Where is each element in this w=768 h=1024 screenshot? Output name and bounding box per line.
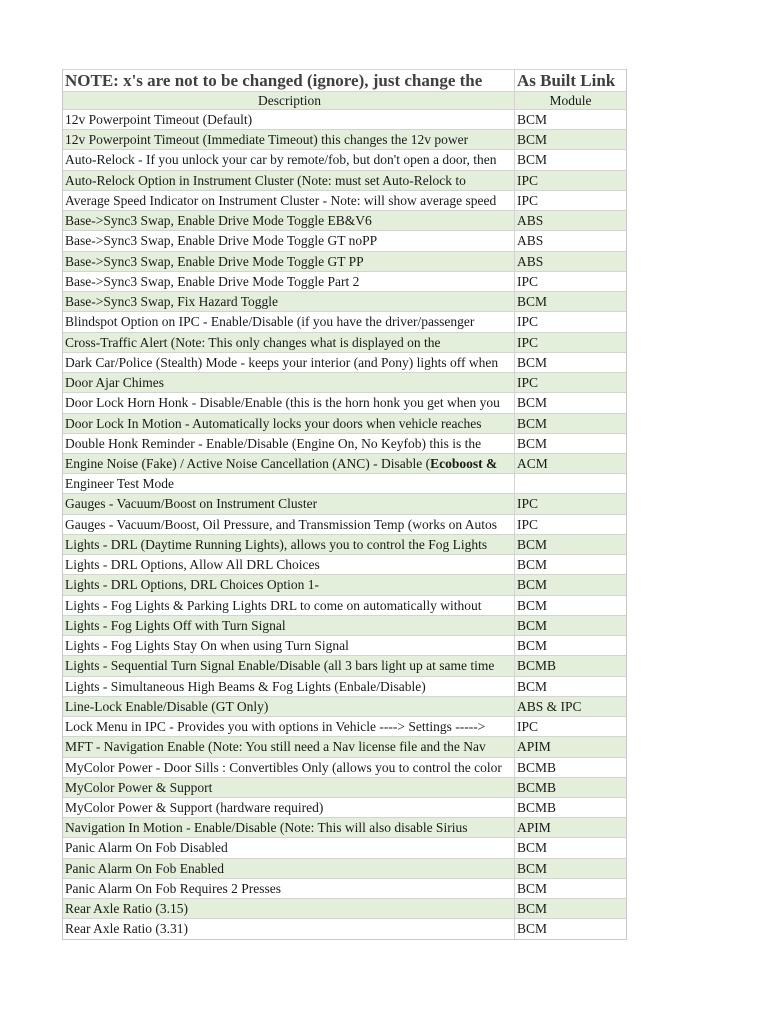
description-cell[interactable] — [63, 292, 515, 311]
description-cell[interactable] — [63, 636, 515, 655]
module-cell[interactable]: BCM — [517, 921, 548, 937]
table-row — [63, 554, 626, 574]
column-header-row — [63, 91, 626, 109]
table-row — [63, 655, 626, 675]
description-text: Lock Menu in IPC - Provides you with options in Vehicle ----> Settings -----> — [65, 719, 486, 735]
description-cell[interactable] — [63, 110, 515, 129]
description-text: Lights - DRL (Daytime Running Lights), allows you to control the Fog Lights — [65, 536, 488, 552]
module-cell[interactable]: ABS — [517, 213, 544, 229]
description-cell[interactable] — [63, 859, 515, 878]
table-body — [63, 109, 626, 939]
module-cell[interactable]: BCMB — [517, 799, 557, 815]
description-text: Base->Sync3 Swap, Enable Drive Mode Toggle GT noPP — [65, 233, 378, 249]
module-cell[interactable]: BCM — [517, 395, 548, 411]
description-cell[interactable] — [63, 414, 515, 433]
description-text: Lights - Fog Lights & Parking Lights DRL to come on automatically without — [65, 597, 482, 613]
module-cell[interactable]: BCM — [517, 435, 548, 451]
module-cell[interactable]: IPC — [517, 334, 539, 350]
description-text: Lights - DRL Options, DRL Choices Option 1- — [65, 577, 319, 593]
table-row — [63, 898, 626, 918]
description-text: Engine Noise (Fake) / Active Noise Cancellation (ANC) - Disable ( — [65, 455, 431, 471]
description-cell[interactable] — [63, 899, 515, 918]
description-text: Auto-Relock - If you unlock your car by remote/fob, but don't open a door, then — [65, 152, 497, 168]
description-cell[interactable] — [63, 575, 515, 594]
module-cell[interactable]: ACM — [517, 455, 548, 471]
description-text: Base->Sync3 Swap, Fix Hazard Toggle — [65, 294, 279, 310]
table-row — [63, 615, 626, 635]
description-text: Gauges - Vacuum/Boost, Oil Pressure, and Transmission Temp (works on Autos — [65, 516, 498, 532]
description-cell[interactable] — [63, 171, 515, 190]
description-cell[interactable] — [63, 535, 515, 554]
module-cell[interactable]: BCM — [517, 880, 548, 896]
table-row — [63, 230, 626, 250]
module-cell[interactable] — [515, 474, 626, 493]
table-row — [63, 170, 626, 190]
description-text: Blindspot Option on IPC - Enable/Disable (if you have the driver/passenger — [65, 314, 475, 330]
table-row — [63, 635, 626, 655]
module-cell[interactable]: BCM — [517, 617, 548, 633]
description-text: MFT - Navigation Enable (Note: You still need a Nav license file and the Nav — [65, 739, 486, 755]
description-cell[interactable] — [63, 231, 515, 250]
table-row — [63, 858, 626, 878]
description-text: Door Lock In Motion - Automatically locks your doors when vehicle reaches — [65, 415, 482, 431]
description-cell[interactable] — [63, 333, 515, 352]
table-row — [63, 797, 626, 817]
header-row — [63, 69, 626, 91]
description-cell[interactable] — [63, 697, 515, 716]
module-cell[interactable]: BCM — [517, 577, 548, 593]
table-row — [63, 534, 626, 554]
description-text: Lights - Fog Lights Off with Turn Signal — [65, 617, 286, 633]
module-cell[interactable]: BCM — [517, 901, 548, 917]
module-cell[interactable]: BCM — [517, 354, 548, 370]
description-cell[interactable] — [63, 434, 515, 453]
module-cell[interactable]: BCMB — [517, 759, 557, 775]
module-cell[interactable]: BCM — [517, 294, 548, 310]
description-bold-text: Ecoboost & — [430, 455, 498, 471]
description-cell[interactable] — [63, 555, 515, 574]
module-cell[interactable]: BCM — [517, 536, 548, 552]
module-cell[interactable]: BCM — [517, 638, 548, 654]
description-cell[interactable] — [63, 879, 515, 898]
description-cell[interactable] — [63, 272, 515, 291]
module-cell[interactable]: BCMB — [517, 779, 557, 795]
module-cell[interactable]: BCM — [517, 840, 548, 856]
module-cell[interactable]: ABS — [517, 253, 544, 269]
module-cell[interactable]: IPC — [517, 375, 539, 391]
module-cell[interactable]: IPC — [517, 273, 539, 289]
description-cell[interactable] — [63, 130, 515, 149]
description-text: Line-Lock Enable/Disable (GT Only) — [65, 698, 269, 714]
description-cell[interactable] — [63, 211, 515, 230]
description-text: 12v Powerpoint Timeout (Default) — [65, 112, 253, 127]
module-cell[interactable]: APIM — [517, 820, 551, 836]
table-row — [63, 291, 626, 311]
description-text: MyColor Power - Door Sills : Convertibles Only (allows you to control the color — [65, 759, 502, 775]
description-text: Average Speed Indicator on Instrument Cluster - Note: will show average speed — [65, 192, 497, 208]
module-cell[interactable]: IPC — [517, 192, 539, 208]
table-row — [63, 736, 626, 756]
description-cell[interactable] — [63, 252, 515, 271]
description-text: Panic Alarm On Fob Disabled — [65, 840, 228, 856]
table-row — [63, 514, 626, 534]
table-row — [63, 817, 626, 837]
table-row — [63, 878, 626, 898]
description-cell[interactable] — [63, 373, 515, 392]
table-row — [63, 676, 626, 696]
module-cell[interactable]: BCM — [517, 557, 548, 573]
table-row — [63, 757, 626, 777]
module-cell[interactable]: BCMB — [517, 658, 557, 674]
description-text: Base->Sync3 Swap, Enable Drive Mode Toggle EB&V6 — [65, 213, 372, 229]
description-text: Door Lock Horn Honk - Disable/Enable (this is the horn honk you get when you — [65, 395, 500, 411]
table-row — [63, 413, 626, 433]
note-cell[interactable]: NOTE: x's are not to be changed (ignore), just change the — [63, 70, 515, 91]
description-text: Lights - Simultaneous High Beams & Fog Lights (Enbale/Disable) — [65, 678, 426, 694]
module-cell[interactable]: BCM — [517, 132, 548, 148]
spreadsheet-table — [62, 69, 627, 940]
module-cell[interactable]: IPC — [517, 719, 539, 735]
description-cell[interactable] — [63, 818, 515, 837]
description-cell[interactable] — [63, 515, 515, 534]
description-text: Gauges - Vacuum/Boost on Instrument Cluster — [65, 496, 318, 512]
description-cell[interactable] — [63, 191, 515, 210]
table-row — [63, 595, 626, 615]
description-cell[interactable] — [63, 353, 515, 372]
description-cell[interactable] — [63, 717, 515, 736]
description-text: Dark Car/Police (Stealth) Mode - keeps your interior (and Pony) lights off when — [65, 354, 499, 370]
description-cell[interactable] — [63, 838, 515, 857]
description-cell[interactable] — [63, 596, 515, 615]
table-row — [63, 716, 626, 736]
module-cell[interactable]: IPC — [517, 314, 539, 330]
table-row — [63, 190, 626, 210]
description-cell[interactable] — [63, 758, 515, 777]
module-cell[interactable]: BCM — [517, 678, 548, 694]
description-text: Cross-Traffic Alert (Note: This only changes what is displayed on the — [65, 334, 441, 350]
module-cell[interactable]: ABS & IPC — [517, 698, 582, 714]
table-row — [63, 109, 626, 129]
table-row — [63, 311, 626, 331]
table-row — [63, 473, 626, 493]
description-text: Rear Axle Ratio (3.31) — [65, 921, 188, 937]
description-text: Lights - Sequential Turn Signal Enable/Disable (all 3 bars light up at same time — [65, 658, 495, 674]
table-row — [63, 332, 626, 352]
description-text: Door Ajar Chimes — [65, 375, 164, 391]
description-text: MyColor Power & Support — [65, 779, 213, 795]
table-row — [63, 837, 626, 857]
description-text: Navigation In Motion - Enable/Disable (Note: This will also disable Sirius — [65, 820, 468, 836]
description-cell[interactable] — [63, 616, 515, 635]
module-cell[interactable]: BCM — [517, 597, 548, 613]
table-row — [63, 696, 626, 716]
description-cell[interactable] — [63, 737, 515, 756]
description-cell[interactable] — [63, 919, 515, 938]
table-row — [63, 493, 626, 513]
description-text: Base->Sync3 Swap, Enable Drive Mode Toggle Part 2 — [65, 273, 360, 289]
table-row — [63, 392, 626, 412]
table-row — [63, 433, 626, 453]
module-cell[interactable]: IPC — [517, 516, 539, 532]
table-row — [63, 777, 626, 797]
description-cell[interactable] — [63, 474, 515, 493]
column-header-description[interactable]: Description — [63, 92, 515, 109]
module-cell[interactable]: APIM — [517, 739, 551, 755]
description-cell[interactable] — [63, 798, 515, 817]
description-text: 12v Powerpoint Timeout (Immediate Timeout) this changes the 12v power — [65, 132, 469, 148]
table-row — [63, 210, 626, 230]
description-text: Lights - DRL Options, Allow All DRL Choices — [65, 557, 320, 573]
description-text: Rear Axle Ratio (3.15) — [65, 901, 188, 917]
description-text: MyColor Power & Support (hardware required) — [65, 799, 324, 815]
description-text: Base->Sync3 Swap, Enable Drive Mode Toggle GT PP — [65, 253, 364, 269]
column-header-module[interactable]: Module — [549, 93, 592, 108]
table-row — [63, 918, 626, 938]
module-cell[interactable]: IPC — [517, 172, 539, 188]
description-cell[interactable] — [63, 454, 515, 473]
table-row — [63, 372, 626, 392]
description-cell[interactable] — [63, 150, 515, 169]
description-text: Double Honk Reminder - Enable/Disable (Engine On, No Keyfob) this is the — [65, 435, 482, 451]
table-row — [63, 271, 626, 291]
description-cell[interactable] — [63, 494, 515, 513]
table-row — [63, 352, 626, 372]
description-text: Lights - Fog Lights Stay On when using Turn Signal — [65, 638, 349, 654]
module-cell[interactable]: BCM — [517, 152, 548, 168]
module-cell[interactable]: BCM — [517, 415, 548, 431]
table-row — [63, 574, 626, 594]
description-text: Auto-Relock Option in Instrument Cluster (Note: must set Auto-Relock to — [65, 172, 466, 188]
module-cell[interactable]: ABS — [517, 233, 544, 249]
table-row — [63, 251, 626, 271]
table-row — [63, 149, 626, 169]
table-row — [63, 453, 626, 473]
module-cell[interactable]: BCM — [517, 112, 548, 127]
description-text: Panic Alarm On Fob Enabled — [65, 860, 224, 876]
description-text: Panic Alarm On Fob Requires 2 Presses — [65, 880, 281, 896]
table-row — [63, 129, 626, 149]
description-cell[interactable] — [63, 778, 515, 797]
description-text: Engineer Test Mode — [65, 476, 175, 492]
description-cell[interactable] — [63, 393, 515, 412]
module-cell[interactable]: BCM — [517, 860, 548, 876]
description-cell[interactable] — [63, 656, 515, 675]
description-cell[interactable] — [63, 677, 515, 696]
module-cell[interactable]: IPC — [517, 496, 539, 512]
description-cell[interactable] — [63, 312, 515, 331]
as-built-link-header[interactable]: As Built Link — [517, 71, 616, 90]
